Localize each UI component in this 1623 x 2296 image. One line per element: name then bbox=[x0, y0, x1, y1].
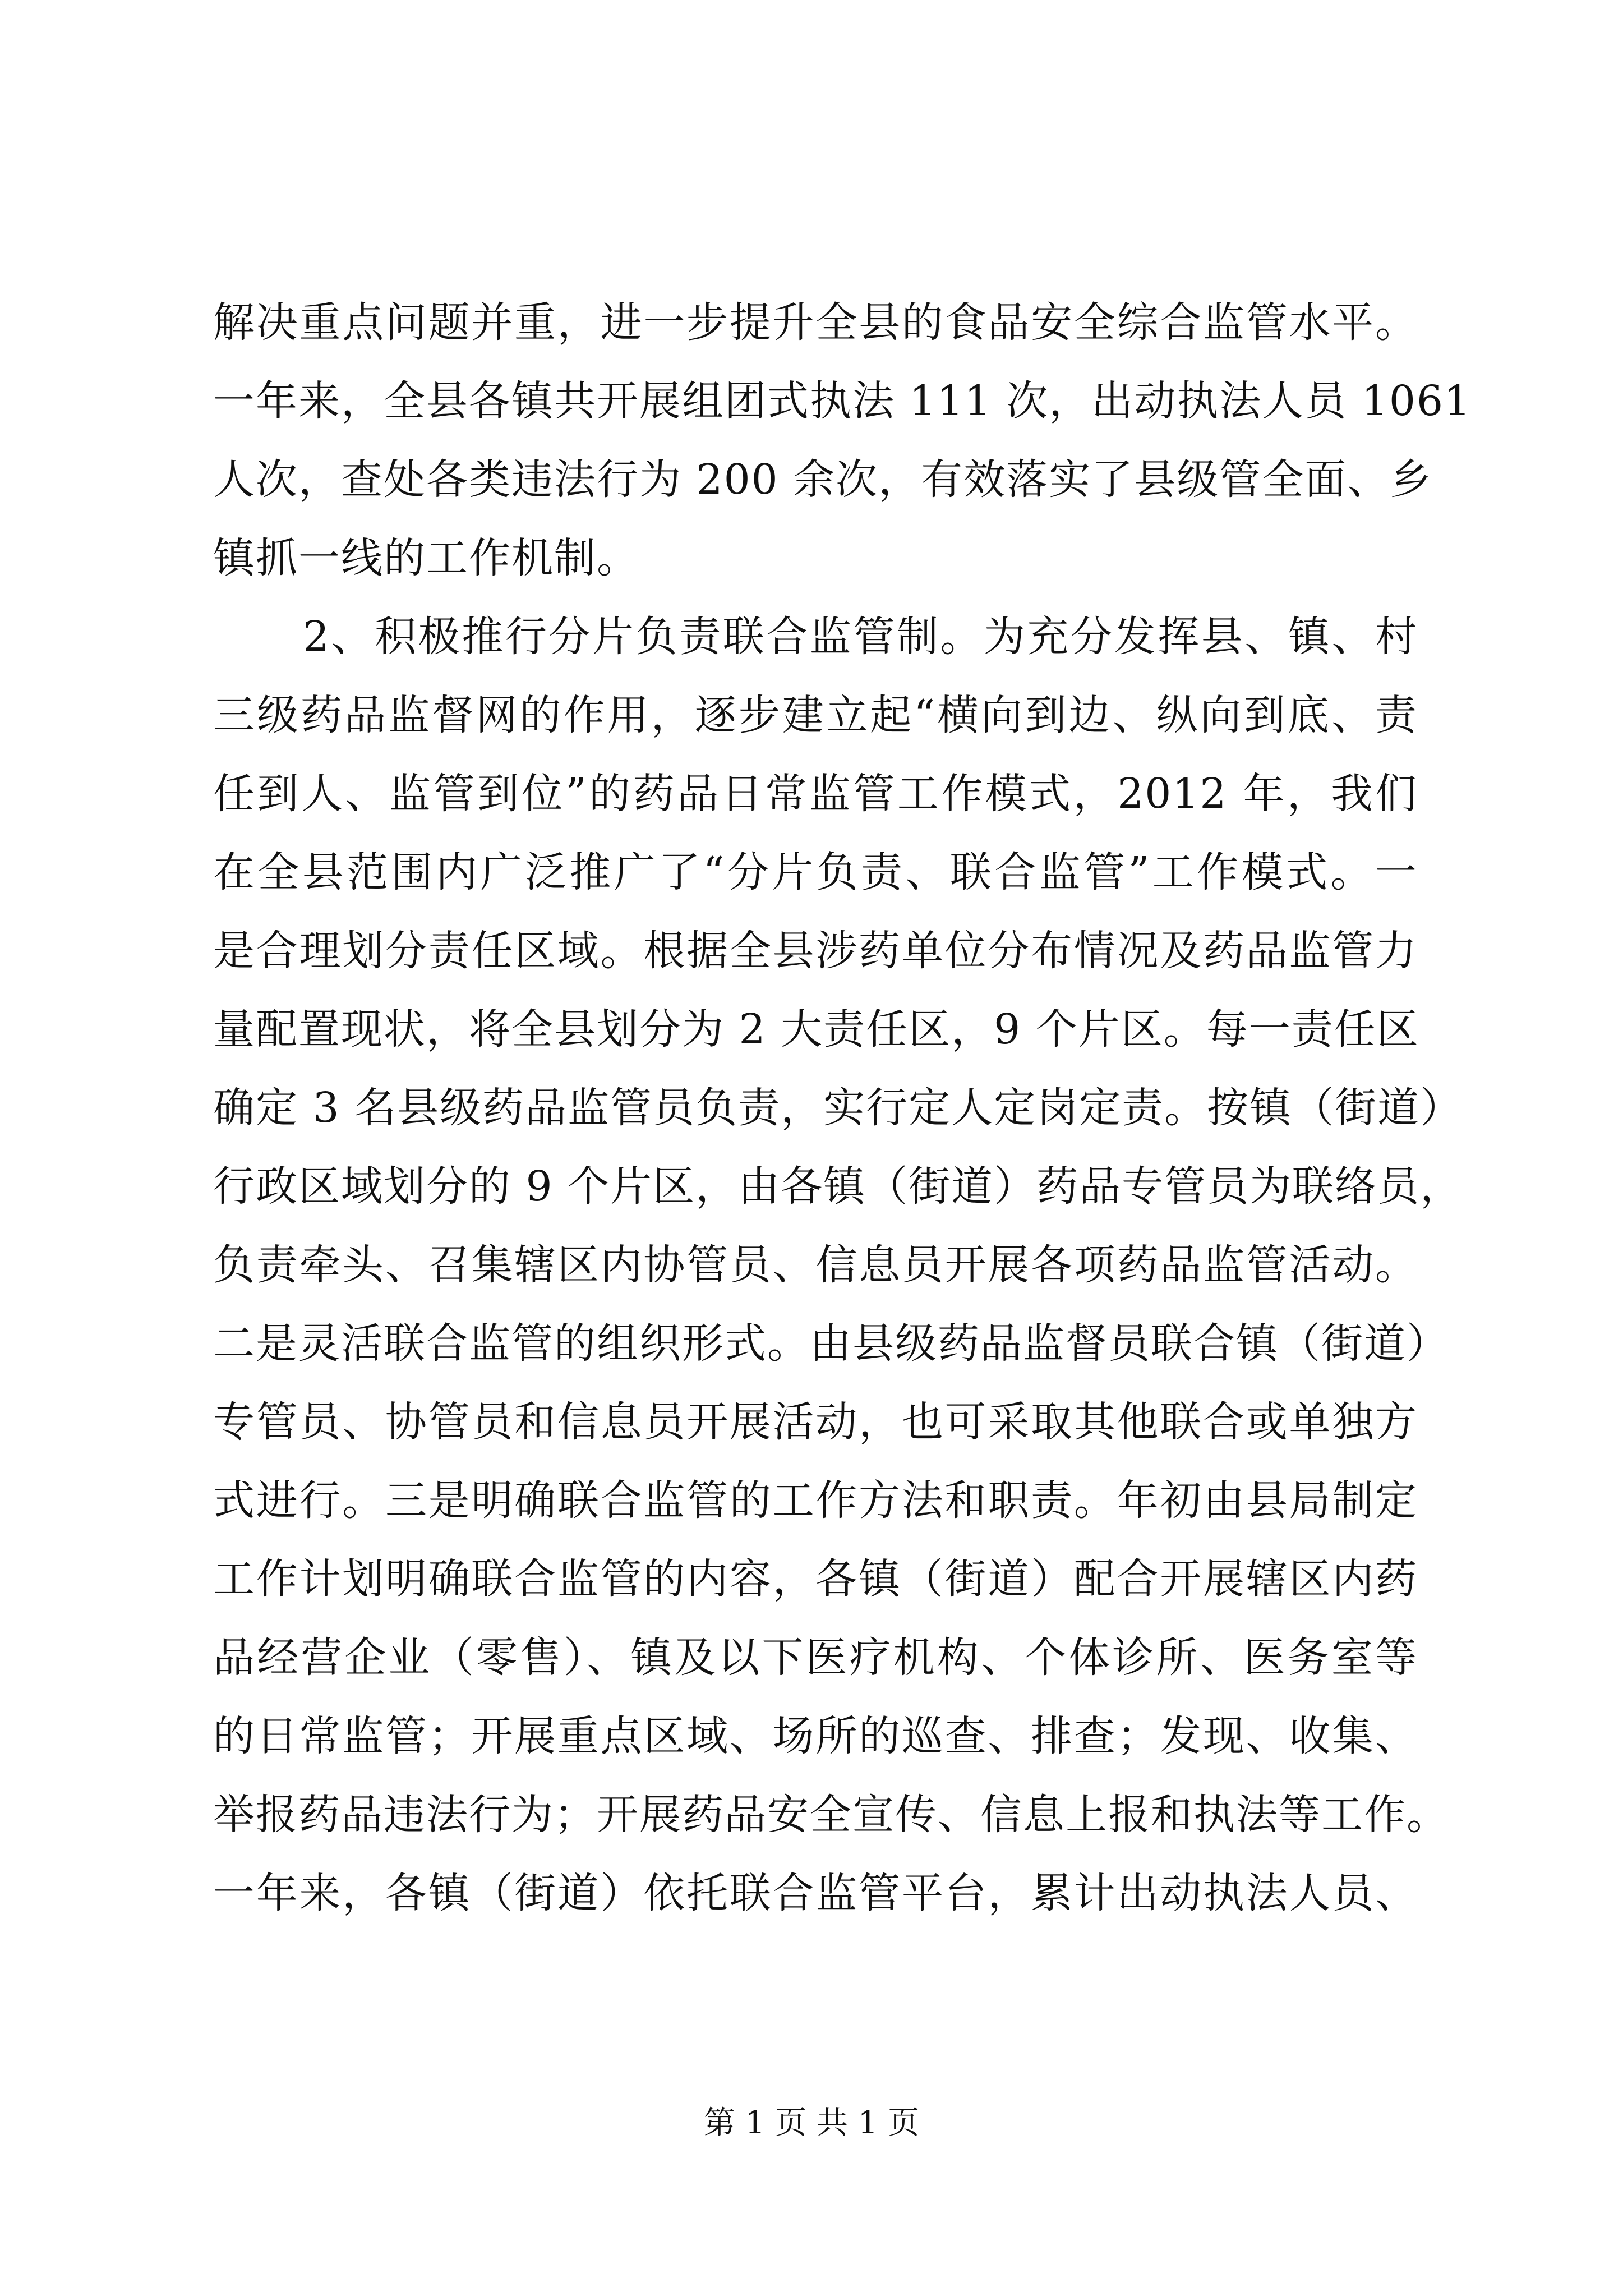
text-line: 举报药品违法行为；开展药品安全宣传、信息上报和执法等工作。 bbox=[213, 1791, 1449, 1839]
text-line: 一年来，全县各镇共开展组团式执法 111 次，出动执法人员 1061 bbox=[213, 377, 1472, 425]
text-line: 量配置现状，将全县划分为 2 大责任区，9 个片区。每一责任区 bbox=[213, 1005, 1419, 1053]
text-line: 品经营企业（零售）、镇及以下医疗机构、个体诊所、医务室等 bbox=[213, 1634, 1418, 1682]
text-line: 的日常监管；开展重点区域、场所的巡查、排查；发现、收集、 bbox=[213, 1712, 1418, 1760]
text-line: 任到人、监管到位”的药品日常监管工作模式，2012 年，我们 bbox=[213, 770, 1418, 818]
text-line: 确定 3 名县级药品监管员负责，实行定人定岗定责。按镇（街道） bbox=[213, 1084, 1463, 1132]
text-line: 人次，查处各类违法行为 200 余次，有效落实了县级管全面、乡 bbox=[213, 455, 1433, 504]
text-line: 式进行。三是明确联合监管的工作方法和职责。年初由县局制定 bbox=[213, 1476, 1418, 1525]
text-line: 在全县范围内广泛推广了“分片负责、联合监管”工作模式。一 bbox=[213, 848, 1418, 896]
text-line: 工作计划明确联合监管的内容，各镇（街道）配合开展辖区内药 bbox=[213, 1555, 1418, 1603]
text-line: 2、积极推行分片负责联合监管制。为充分发挥县、镇、村 bbox=[303, 613, 1418, 661]
text-line: 三级药品监督网的作用，逐步建立起“横向到边、纵向到底、责 bbox=[213, 691, 1418, 739]
text-line: 一年来，各镇（街道）依托联合监管平台，累计出动执法人员、 bbox=[213, 1869, 1418, 1917]
page-footer bbox=[0, 2104, 1623, 2143]
text-line: 专管员、协管员和信息员开展活动，也可采取其他联合或单独方 bbox=[213, 1398, 1418, 1446]
text-line: 负责牵头、召集辖区内协管员、信息员开展各项药品监管活动。 bbox=[213, 1241, 1418, 1289]
text-line: 行政区域划分的 9 个片区，由各镇（街道）药品专管员为联络员， bbox=[213, 1162, 1463, 1211]
text-line: 是合理划分责任区域。根据全县涉药单位分布情况及药品监管力 bbox=[213, 927, 1418, 975]
text-line: 解决重点问题并重，进一步提升全县的食品安全综合监管水平。 bbox=[213, 298, 1418, 347]
body-text bbox=[213, 283, 1472, 1932]
text-line: 二是灵活联合监管的组织形式。由县级药品监督员联合镇（街道） bbox=[213, 1319, 1449, 1368]
text-line: 镇抓一线的工作机制。 bbox=[213, 534, 639, 582]
page-number: 第 1 页 共 1 页 bbox=[703, 2105, 920, 2141]
